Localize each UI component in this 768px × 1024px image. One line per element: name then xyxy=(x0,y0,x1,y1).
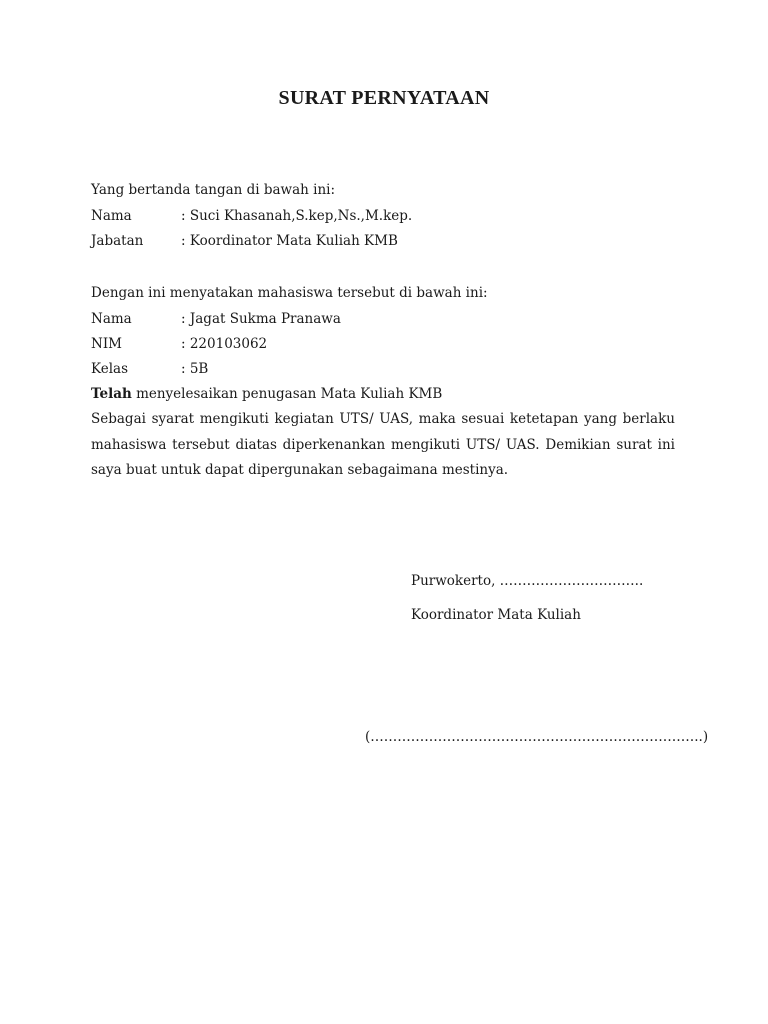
signer-name-label: Nama xyxy=(91,208,132,224)
student-name-row xyxy=(91,310,341,328)
signer-name-row xyxy=(91,207,412,225)
completion-rest: menyelesaikan penugasan Mata Kuliah KMB xyxy=(131,386,443,402)
student-nim-label: NIM xyxy=(91,336,122,352)
signer-position-value: : Koordinator Mata Kuliah KMB xyxy=(181,233,398,249)
signer-position-label: Jabatan xyxy=(91,233,144,249)
student-nim-row xyxy=(91,335,267,353)
signer-name-value: : Suci Khasanah,S.kep,Ns.,M.kep. xyxy=(181,208,413,224)
signer-position-row xyxy=(91,232,398,250)
intro-text: Yang bertanda tangan di bawah ini: xyxy=(91,182,336,198)
student-class-row xyxy=(91,360,208,378)
completion-line xyxy=(91,385,442,403)
coordinator-title: Koordinator Mata Kuliah xyxy=(411,607,581,623)
student-class-value: : 5B xyxy=(181,361,209,377)
place-date: Purwokerto, ………………………….. xyxy=(411,573,644,589)
statement-intro: Dengan ini menyatakan mahasiswa tersebut di bawah ini: xyxy=(91,285,488,301)
completion-bold-word: Telah xyxy=(91,386,132,402)
student-nim-value: : 220103062 xyxy=(181,336,268,352)
statement-paragraph: Sebagai syarat mengikuti kegiatan UTS/ UAS, maka sesuai ketetapan yang berlaku mahasiswa tersebut diatas diperkenankan mengikuti UTS/ UAS. Demikian surat ini saya buat untuk dapat dipergunakan sebagaimana mestinya. xyxy=(91,411,675,478)
student-name-value: : Jagat Sukma Pranawa xyxy=(181,311,341,327)
signature-line: (………………………………………………………………..) xyxy=(365,729,709,745)
student-class-label: Kelas xyxy=(91,361,129,377)
student-name-label: Nama xyxy=(91,311,132,327)
document-title: SURAT PERNYATAAN xyxy=(278,87,490,109)
